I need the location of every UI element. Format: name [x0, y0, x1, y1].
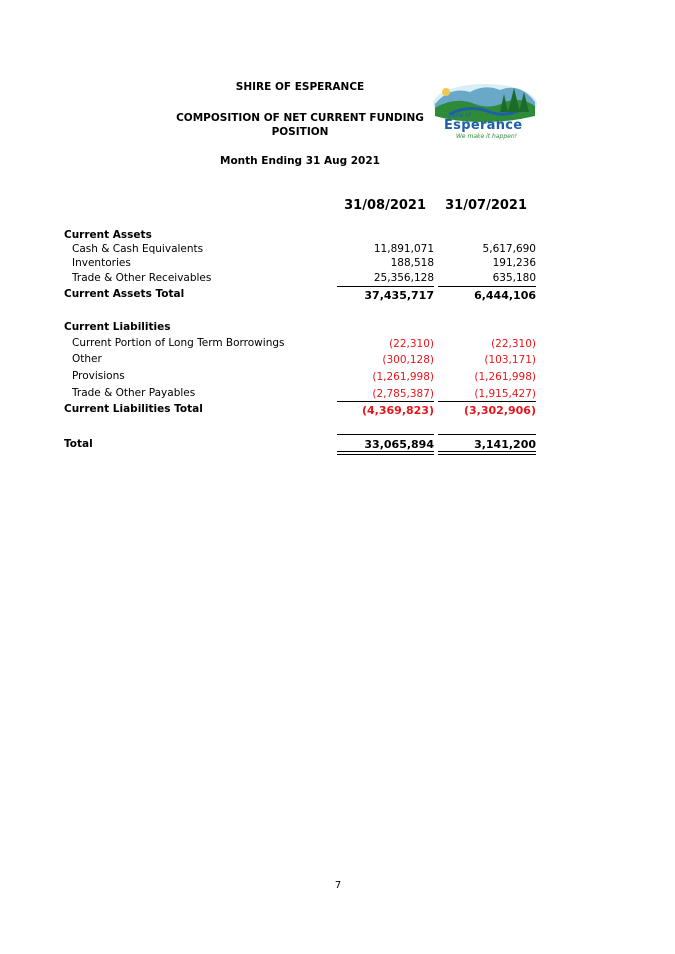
row-label: Other	[72, 353, 102, 365]
report-period: Month Ending 31 Aug 2021	[220, 155, 380, 167]
double-underline	[337, 454, 434, 455]
total-label-current-liabilities: Current Liabilities Total	[64, 403, 203, 415]
row-value-prior: (1,915,427)	[474, 388, 536, 400]
total-value-current: 37,435,717	[364, 289, 434, 302]
logo-tagline: We make it happen!	[456, 133, 518, 140]
column-header-prior: 31/07/2021	[445, 198, 527, 213]
row-value-prior: (103,171)	[484, 354, 536, 366]
report-title-line1: COMPOSITION OF NET CURRENT FUNDING	[176, 112, 424, 124]
row-label: Cash & Cash Equivalents	[72, 243, 204, 255]
row-label: Provisions	[72, 370, 125, 382]
row-value-current: 25,356,128	[373, 272, 434, 284]
row-value-current: (300,128)	[382, 354, 434, 366]
section-heading-current-assets: Current Assets	[64, 229, 152, 241]
section-heading-current-liabilities: Current Liabilities	[64, 321, 171, 333]
grand-total-label: Total	[64, 438, 93, 450]
page-number: 7	[334, 880, 342, 891]
grand-total-value-prior: 3,141,200	[474, 438, 536, 451]
row-value-current: 188,518	[390, 257, 434, 269]
row-value-current: 11,891,071	[373, 243, 434, 255]
column-header-current: 31/08/2021	[344, 198, 426, 213]
report-title-line2: POSITION	[271, 126, 329, 138]
total-rule	[337, 434, 434, 435]
row-value-current: (1,261,998)	[372, 371, 434, 383]
shire-logo	[430, 82, 540, 144]
subtotal-rule	[438, 286, 536, 287]
double-underline	[438, 454, 536, 455]
subtotal-rule	[337, 286, 434, 287]
double-underline	[337, 451, 434, 452]
row-value-prior: 635,180	[492, 272, 536, 284]
row-value-prior: (22,310)	[491, 338, 536, 350]
total-value-prior: (3,302,906)	[464, 404, 536, 417]
subtotal-rule	[337, 401, 434, 402]
row-value-current: (2,785,387)	[372, 388, 434, 400]
logo-name: Esperance	[444, 118, 523, 133]
row-label: Trade & Other Payables	[72, 387, 196, 399]
row-value-current: (22,310)	[389, 338, 434, 350]
organisation-name: SHIRE OF ESPERANCE	[235, 81, 365, 93]
row-value-prior: 5,617,690	[482, 243, 536, 255]
total-value-prior: 6,444,106	[474, 289, 536, 302]
report-title	[170, 111, 430, 139]
row-label: Inventories	[72, 257, 131, 269]
row-value-prior: 191,236	[492, 257, 536, 269]
total-rule	[438, 434, 536, 435]
row-label: Current Portion of Long Term Borrowings	[72, 337, 285, 349]
double-underline	[438, 451, 536, 452]
total-value-current: (4,369,823)	[362, 404, 434, 417]
row-value-prior: (1,261,998)	[474, 371, 536, 383]
subtotal-rule	[438, 401, 536, 402]
logo-small-text: Shire of	[448, 112, 471, 119]
total-label-current-assets: Current Assets Total	[64, 288, 185, 300]
grand-total-value-current: 33,065,894	[364, 438, 434, 451]
row-label: Trade & Other Receivables	[72, 272, 212, 284]
